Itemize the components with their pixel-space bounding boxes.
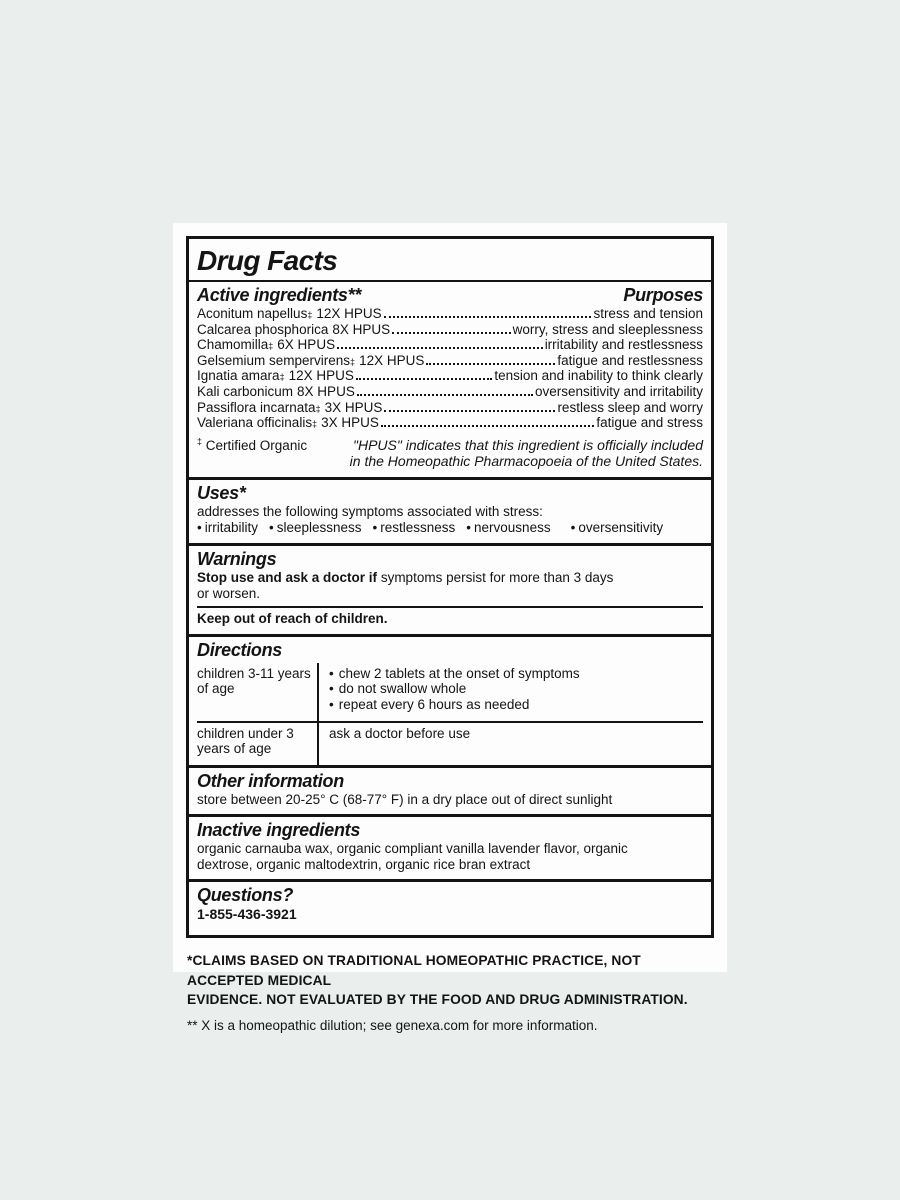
directions-table	[197, 663, 703, 765]
claims-line1: *CLAIMS BASED ON TRADITIONAL HOMEOPATHIC PRACTICE, NOT ACCEPTED MEDICAL	[187, 953, 641, 988]
dagger-icon: ‡	[197, 436, 203, 447]
questions-phone-number: 1-855-436-3921	[197, 906, 297, 923]
ingredient-name: Aconitum napellus	[197, 306, 308, 321]
ingredient-potency: 8X HPUS	[297, 383, 355, 399]
symptom-list	[197, 520, 703, 536]
directions-section	[189, 634, 711, 765]
symptom-item: • oversensitivity	[571, 520, 664, 536]
ingredient-purpose: stress and tension	[593, 306, 703, 321]
stop-use-line2: or worsen.	[197, 585, 261, 601]
hpus-note-line2: in the Homeopathic Pharmacopoeia of the United States.	[349, 453, 703, 470]
ingredient-name: Gelsemium sempervirens	[197, 352, 351, 368]
uses-section	[189, 477, 711, 543]
ingredient-row: Chamomilla ‡ 6X HPUS irritability and restlessness	[197, 337, 703, 353]
active-ingredients-heading: Active ingredients**	[197, 285, 362, 305]
drug-facts-box	[186, 236, 714, 938]
direction-bullet: • repeat every 6 hours as needed	[329, 697, 703, 713]
ingredient-purpose: oversensitivity and irritability	[534, 383, 703, 399]
purposes-heading: Purposes	[623, 285, 703, 305]
ingredient-row: Gelsemium sempervirens ‡ 12X HPUS fatigue and restlessness	[197, 352, 703, 368]
ingredient-row: Passiflora incarnata ‡ 3X HPUS restless sleep and worry	[197, 399, 703, 415]
leader-dots	[426, 363, 555, 365]
inactive-ingredients-heading: Inactive ingredients	[197, 820, 361, 841]
ingredient-potency: 3X HPUS	[324, 399, 383, 415]
stop-use-bold: Stop use and ask a doctor if	[197, 569, 378, 585]
hpus-note-line1: "HPUS" indicates that this ingredient is officially included	[353, 436, 703, 453]
symptom-item: • irritability	[197, 520, 258, 536]
ingredient-name: Kali carbonicum	[197, 383, 294, 399]
ingredient-row: Ignatia amara ‡ 12X HPUS tension and inability to think clearly	[197, 368, 703, 384]
label-footnotes	[187, 951, 713, 1034]
leader-dots	[381, 425, 595, 427]
direction-bullet: • chew 2 tablets at the onset of symptoms	[329, 666, 703, 682]
leader-dots	[384, 410, 555, 412]
inactive-ingredients-text	[197, 841, 703, 872]
dilution-footnote: ** X is a homeopathic dilution; see genexa.com for more information.	[187, 1017, 598, 1033]
questions-heading: Questions?	[197, 885, 294, 906]
ingredient-name: Calcarea phosphorica	[197, 321, 329, 337]
warnings-stop-use	[197, 570, 703, 601]
drug-facts-title: Drug Facts	[197, 245, 338, 276]
ingredient-purpose: restless sleep and worry	[557, 399, 703, 415]
ingredient-potency: 12X HPUS	[288, 368, 354, 384]
directions-row	[197, 721, 703, 765]
symptom-item: • nervousness	[466, 520, 550, 536]
other-information-section	[189, 765, 711, 815]
symptom-item: • sleeplessness	[269, 520, 362, 536]
ingredient-potency: 12X HPUS	[316, 306, 382, 321]
directions-heading: Directions	[197, 639, 283, 660]
title-section	[189, 239, 711, 282]
directions-row	[197, 663, 703, 721]
uses-heading: Uses*	[197, 482, 246, 503]
ingredient-potency: 6X HPUS	[277, 337, 336, 353]
ingredient-potency: 12X HPUS	[359, 352, 425, 368]
uses-intro: addresses the following symptoms associated with stress:	[197, 503, 543, 519]
leader-dots	[356, 378, 493, 380]
claims-disclaimer	[187, 951, 713, 1010]
hpus-note	[350, 437, 703, 470]
warnings-heading: Warnings	[197, 548, 277, 569]
inactive-line2: dextrose, organic maltodextrin, organic rice bran extract	[197, 856, 531, 872]
symptom-item: • restlessness	[373, 520, 456, 536]
ingredient-row	[197, 322, 703, 338]
keep-out-of-reach: Keep out of reach of children.	[197, 611, 388, 627]
ingredient-potency: 3X HPUS	[321, 415, 379, 431]
direction-bullet: • do not swallow whole	[329, 681, 703, 697]
drug-facts-panel	[173, 223, 727, 1033]
ingredient-row	[197, 384, 703, 400]
ingredient-purpose: fatigue and restlessness	[557, 352, 703, 368]
other-information-text: store between 20-25° C (68-77° F) in a dry place out of direct sunlight	[197, 791, 613, 807]
leader-dots	[337, 347, 543, 349]
ingredient-row: Valeriana officinalis ‡ 3X HPUS fatigue and stress	[197, 415, 703, 431]
ingredient-potency: 8X HPUS	[332, 321, 391, 337]
certified-organic-text: Certified Organic	[205, 437, 308, 453]
other-information-heading: Other information	[197, 770, 344, 791]
inactive-ingredients-section	[189, 814, 711, 879]
certified-organic-row	[197, 437, 703, 470]
ingredient-name: Valeriana officinalis	[197, 415, 313, 431]
ingredient-purpose: fatigue and stress	[596, 415, 703, 431]
ingredient-purpose: tension and inability to think clearly	[494, 368, 703, 384]
certified-organic-label	[197, 437, 307, 470]
claims-line2: EVIDENCE. NOT EVALUATED BY THE FOOD AND DRUG ADMINISTRATION.	[187, 992, 688, 1008]
directions-instructions: ask a doctor before use	[317, 723, 703, 765]
warnings-section	[189, 543, 711, 634]
ingredient-purpose: irritability and restlessness	[544, 337, 703, 353]
ingredient-name: Chamomilla	[197, 337, 269, 353]
ingredient-name: Passiflora incarnata	[197, 399, 316, 415]
leader-dots	[357, 394, 533, 396]
active-ingredients-section	[189, 282, 711, 477]
stop-use-rest: symptoms persist for more than 3 days	[380, 569, 614, 585]
inactive-line1: organic carnauba wax, organic compliant vanilla lavender flavor, organic	[197, 841, 628, 857]
leader-dots	[392, 332, 511, 334]
questions-section	[189, 879, 711, 935]
directions-instructions	[317, 663, 703, 721]
age-group: children under 3 years of age	[197, 725, 294, 757]
ingredient-row: Aconitum napellus ‡ 12X HPUS stress and tension	[197, 306, 703, 321]
leader-dots	[384, 316, 592, 318]
warnings-divider	[197, 606, 703, 608]
age-group: children 3-11 years of age	[197, 665, 311, 697]
active-ingredients-header	[197, 285, 703, 306]
ingredient-name: Ignatia amara	[197, 368, 280, 384]
ingredient-purpose: worry, stress and sleeplessness	[512, 321, 703, 337]
